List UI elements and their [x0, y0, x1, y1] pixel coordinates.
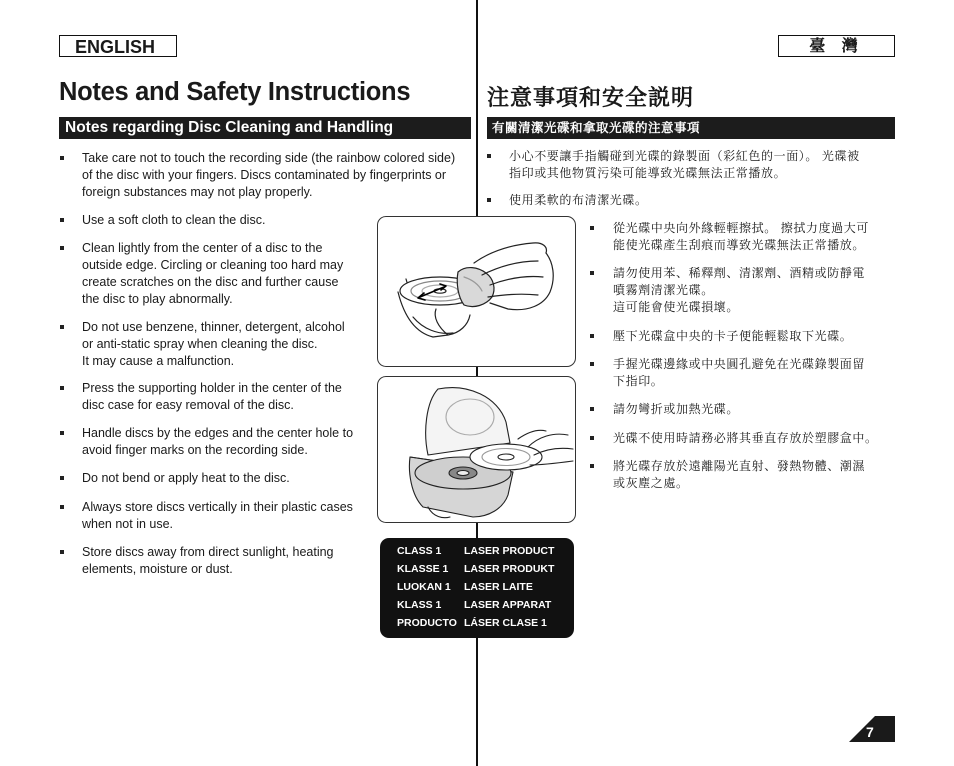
- bullet-square-icon: [590, 436, 594, 440]
- bullet-square-icon: [60, 505, 64, 509]
- bullet-square-icon: [590, 334, 594, 338]
- bullet-square-icon: [487, 198, 491, 202]
- laser-product-label: CLASS 1 LASER PRODUCT KLASSE 1 LASER PRODUKT LUOKAN 1 LASER LAITE KLASS 1 LASER APPARAT PRODUCTO LÁSER CLASE 1: [380, 538, 574, 638]
- bullet-square-icon: [60, 431, 64, 435]
- bullet-square-icon: [590, 464, 594, 468]
- page-title-chinese: 注意事項和安全説明: [487, 85, 695, 110]
- bullet-square-icon: [590, 407, 594, 411]
- language-label-taiwan: 臺 灣: [778, 35, 895, 57]
- bullet-square-icon: [590, 226, 594, 230]
- bullet-square-icon: [590, 271, 594, 275]
- bullet-square-icon: [60, 476, 64, 480]
- bullet-square-icon: [60, 156, 64, 160]
- bullet-square-icon: [60, 218, 64, 222]
- bullet-square-icon: [60, 550, 64, 554]
- disc-case-icon: [378, 377, 576, 523]
- section-heading-chinese: 有關清潔光碟和拿取光碟的注意事項: [487, 117, 895, 139]
- page-title-english: Notes and Safety Instructions: [59, 78, 411, 106]
- disc-cleaning-illustration: [377, 216, 576, 367]
- bullet-square-icon: [60, 246, 64, 250]
- bullet-square-icon: [590, 362, 594, 366]
- section-heading-english: Notes regarding Disc Cleaning and Handling: [59, 117, 471, 139]
- bullet-square-icon: [60, 386, 64, 390]
- disc-case-illustration: [377, 376, 576, 523]
- page-number: 7: [866, 724, 874, 740]
- bullet-square-icon: [60, 325, 64, 329]
- hand-wiping-disc-icon: [378, 217, 576, 367]
- bullet-square-icon: [487, 154, 491, 158]
- language-label-english: ENGLISH: [59, 35, 177, 57]
